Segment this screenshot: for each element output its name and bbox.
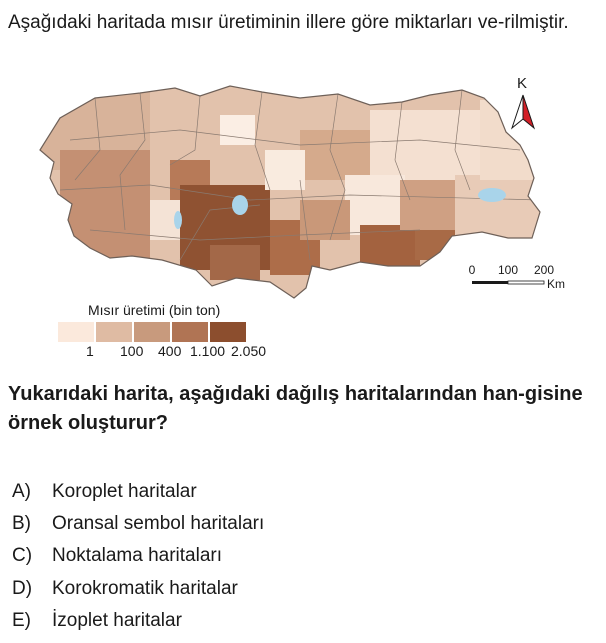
question-text: Yukarıdaki harita, aşağıdaki dağılış haritalarından han-gisine örnek oluşturur? (8, 383, 583, 434)
legend-tick-400: 400 (158, 343, 182, 359)
choropleth-map (0, 66, 606, 366)
legend-tick-1: 1 (86, 343, 94, 359)
option-letter: A) (12, 481, 31, 502)
scale-bar (469, 263, 565, 291)
legend-swatch-5 (210, 322, 246, 342)
legend-swatch-4 (172, 322, 208, 342)
legend-tick-2050: 2.050 (231, 343, 267, 359)
north-arrow (512, 75, 534, 128)
north-label: K (516, 75, 528, 92)
option-b[interactable] (12, 513, 264, 535)
scale-unit: Km (547, 277, 565, 291)
lake-van (478, 188, 506, 202)
option-e[interactable] (12, 610, 182, 632)
legend-swatch-1 (58, 322, 94, 342)
legend-tick-1100: 1.100 (190, 343, 226, 359)
option-d[interactable] (12, 578, 238, 600)
legend-swatch-2 (96, 322, 132, 342)
intro-text: Aşağıdaki haritada mısır üretiminin illere göre miktarları ve-rilmiştir. (8, 12, 569, 33)
legend-tick-100: 100 (120, 343, 144, 359)
option-c[interactable] (12, 545, 222, 567)
scale-label-200: 200 (533, 263, 555, 277)
lake-tuz (232, 195, 248, 215)
option-letter: D) (12, 578, 33, 599)
option-a[interactable] (12, 481, 197, 503)
lake-beysehir (174, 211, 182, 229)
scale-label-100: 100 (497, 263, 519, 277)
scale-label-0: 0 (468, 263, 476, 277)
option-letter: E) (12, 610, 31, 631)
option-text: Oransal sembol haritaları (52, 513, 265, 534)
option-text: Noktalama haritaları (52, 545, 223, 566)
option-letter: C) (12, 545, 33, 566)
north-arrow-icon (512, 95, 523, 128)
option-letter: B) (12, 513, 31, 534)
option-text: Korokromatik haritalar (52, 578, 238, 599)
option-text: Koroplet haritalar (52, 481, 197, 502)
option-text: İzoplet haritalar (52, 610, 182, 631)
legend-swatch-3 (134, 322, 170, 342)
legend-title: Mısır üretimi (bin ton) (88, 302, 221, 318)
